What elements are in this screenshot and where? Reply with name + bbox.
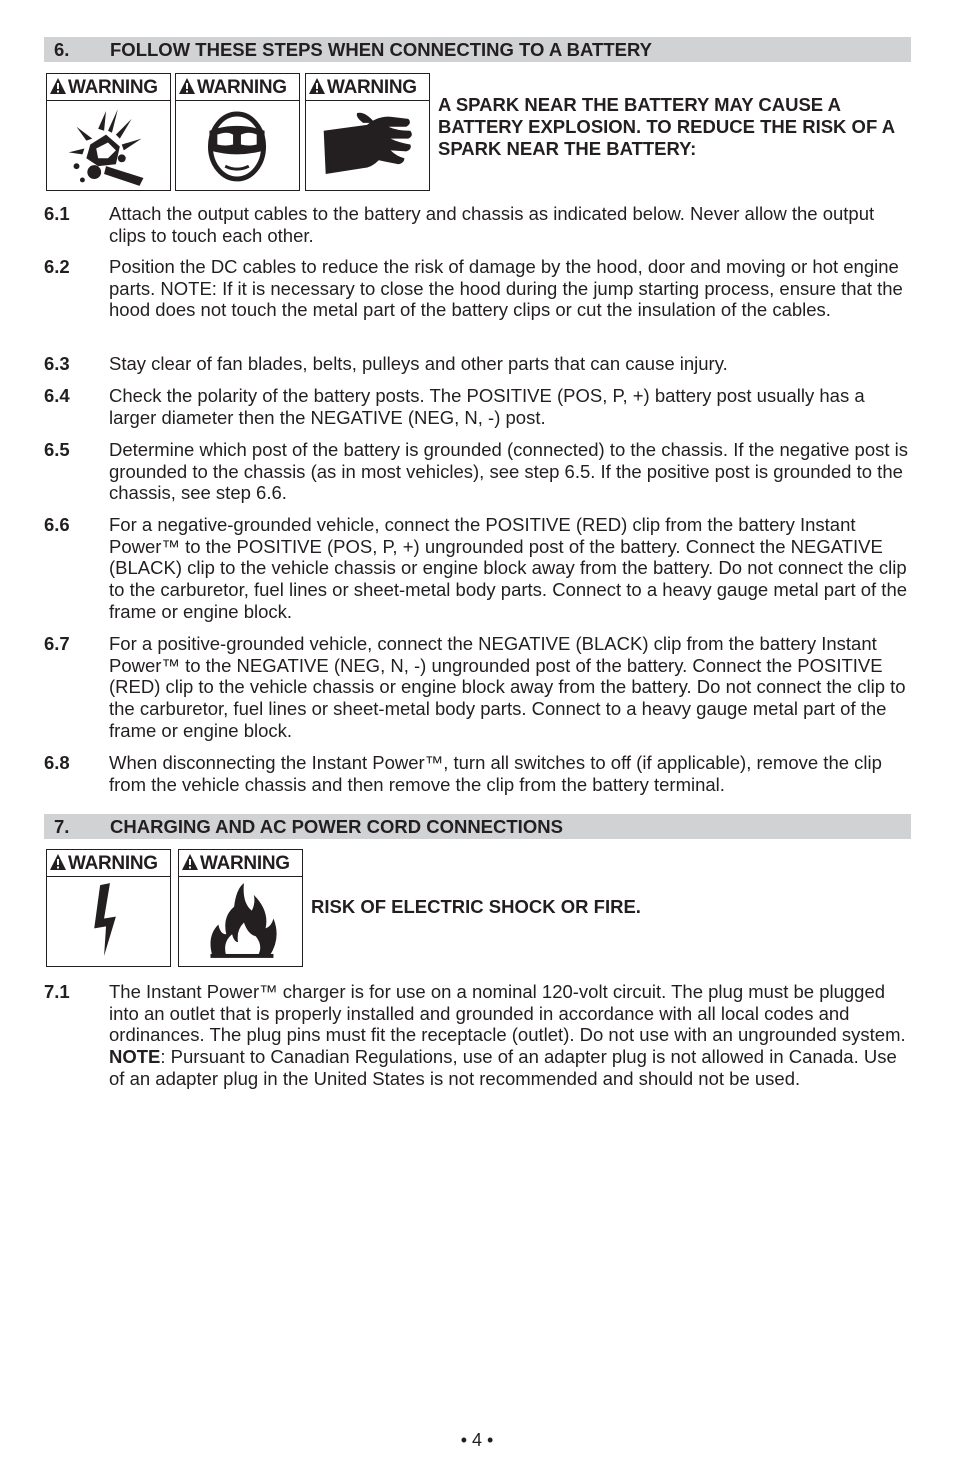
item-text: The Instant Power™ charger is for use on a nominal 120-volt circuit. The plug must be plugged into an outlet that is properly installed and grounded in accordance with all local codes and ordinances. The plug pins must fit the receptacle (outlet). Do not use with an ungrounded system. NOTE: Pursuant to Canadian Regulations, use of an adapter plug is not allowed in Canada. Use of an adapter plug in the United States is not recommended and should not be used. (109, 981, 906, 1089)
list-item (44, 439, 914, 504)
safety-goggles-icon (176, 101, 299, 190)
item-number: 6.1 (44, 203, 70, 224)
list-item (44, 203, 914, 246)
item-number: 6.6 (44, 514, 70, 535)
warning-box-electric-shock (46, 849, 171, 967)
warning-box-explosion (46, 73, 171, 191)
item-text: Attach the output cables to the battery and chassis as indicated below. Never allow the output clips to touch each other. (109, 203, 875, 246)
alert-triangle-icon (49, 853, 67, 871)
item-number: 6.7 (44, 633, 70, 654)
item-number: 7.1 (44, 981, 70, 1002)
section-title: CHARGING AND AC POWER CORD CONNECTIONS (110, 816, 563, 837)
warning-label: WARNING (179, 850, 302, 877)
section-6-header (44, 37, 911, 62)
item-number: 6.4 (44, 385, 70, 406)
alert-triangle-icon (49, 77, 67, 95)
electric-shock-icon (47, 877, 170, 966)
list-item (44, 385, 914, 428)
item-text: For a negative-grounded vehicle, connect the POSITIVE (RED) clip from the battery Instant Power™ to the POSITIVE (POS, P, +) ungrounded post of the battery. Connect the NEGATIVE (BLACK) clip to the vehicle chassis or engine block away from the battery. Do not connect the clip to the carburetor, fuel lines or sheet-metal body parts. Connect to a heavy gauge metal part of the frame or engine block. (109, 514, 908, 622)
list-item (44, 514, 914, 623)
item-number: 6.3 (44, 353, 70, 374)
warning-label: WARNING (176, 74, 299, 101)
section-title: FOLLOW THESE STEPS WHEN CONNECTING TO A BATTERY (110, 39, 652, 60)
item-text: Stay clear of fan blades, belts, pulleys and other parts that can cause injury. (109, 353, 728, 374)
section-number: 7. (54, 816, 70, 837)
item-text: Determine which post of the battery is grounded (connected) to the chassis. If the negative post is grounded to the chassis (as in most vehicles), see step 6.5. If the positive post is grounded to the chassis, see step 6.6. (109, 439, 909, 504)
warning-box-goggles (175, 73, 300, 191)
list-item (44, 752, 914, 795)
note-label: NOTE (109, 1046, 161, 1068)
item-text: Check the polarity of the battery posts. The POSITIVE (POS, P, +) battery post usually has a larger diameter then the NEGATIVE (NEG, N, -) post. (109, 385, 865, 428)
warning-label: WARNING (47, 74, 170, 101)
alert-triangle-icon (181, 853, 199, 871)
warning-label: WARNING (306, 74, 429, 101)
list-item (44, 353, 914, 375)
fire-icon (179, 877, 302, 966)
section-number: 6. (54, 39, 70, 60)
warning-box-glove (305, 73, 430, 191)
alert-triangle-icon (308, 77, 326, 95)
warning-text: A SPARK NEAR THE BATTERY MAY CAUSE A BATTERY EXPLOSION. TO REDUCE THE RISK OF A SPARK NEAR THE BATTERY: (438, 94, 895, 159)
warning-text: RISK OF ELECTRIC SHOCK OR FIRE. (311, 896, 641, 917)
item-number: 6.2 (44, 256, 70, 277)
glove-icon (306, 101, 429, 190)
page-number: • 4 • (460, 1430, 494, 1450)
alert-triangle-icon (178, 77, 196, 95)
list-item (44, 256, 914, 321)
item-text: For a positive-grounded vehicle, connect the NEGATIVE (BLACK) clip from the battery Instant Power™ to the NEGATIVE (NEG, N, -) ungrounded post of the battery. Connect the POSITIVE (RED) clip to the vehicle chassis or engine block away from the battery. Do not connect the clip to the carburetor, fuel lines or sheet-metal body parts. Connect to a heavy gauge metal part of the frame or engine block. (109, 633, 906, 741)
item-number: 6.8 (44, 752, 70, 773)
list-item (44, 981, 914, 1090)
explosion-icon (47, 101, 170, 190)
warning-box-fire (178, 849, 303, 967)
section-7-header (44, 814, 911, 839)
item-text: When disconnecting the Instant Power™, turn all switches to off (if applicable), remove the clip from the vehicle chassis and then remove the clip from the battery terminal. (109, 752, 882, 795)
list-item (44, 633, 914, 742)
item-number: 6.5 (44, 439, 70, 460)
item-text: Position the DC cables to reduce the risk of damage by the hood, door and moving or hot engine parts. NOTE: If it is necessary to close the hood during the jump starting process, ensure that the hood does not touch the metal part of the battery clips or cut the insulation of the cables. (109, 256, 903, 321)
warning-label: WARNING (47, 850, 170, 877)
